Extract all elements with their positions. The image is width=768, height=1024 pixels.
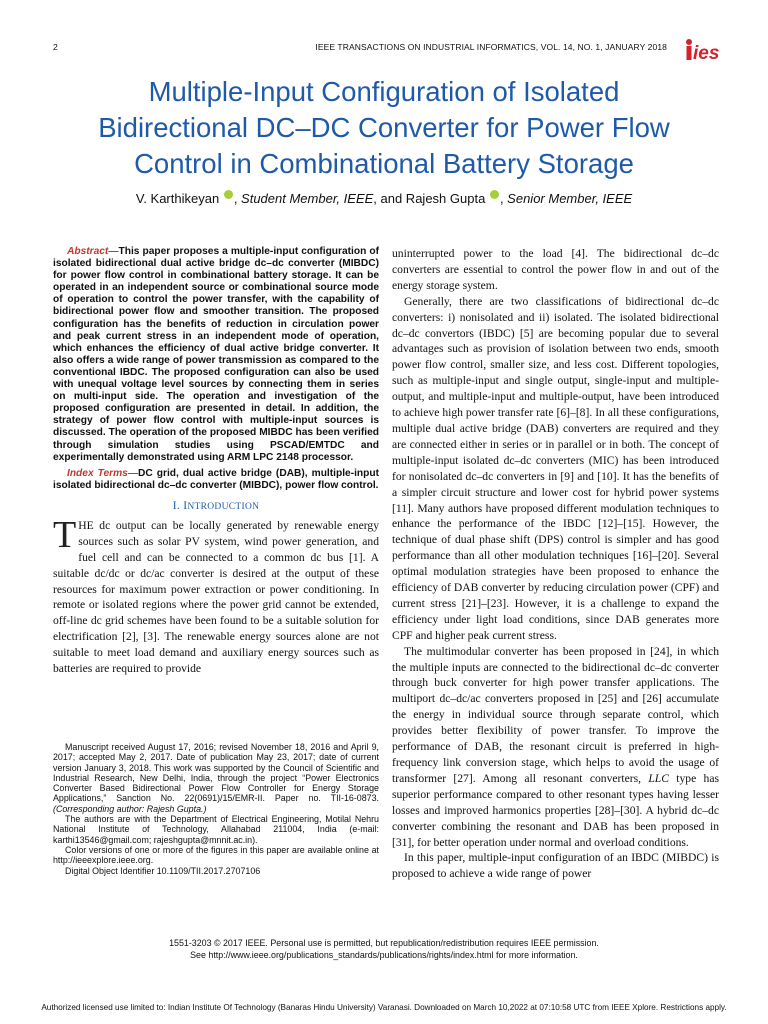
right-column <box>392 246 719 882</box>
section-heading-introduction: I. INTRODUCTION <box>172 499 260 512</box>
abstract-label: Abstract— <box>67 246 119 257</box>
title-line-2: Bidirectional DC–DC Converter for Power Flow <box>98 112 670 143</box>
author-2-role: Senior Member, IEEE <box>507 191 633 206</box>
ies-logo <box>683 36 727 62</box>
footnote-doi: Digital Object Identifier 10.1109/TII.2017.2707106 <box>65 865 261 876</box>
body-paragraph: The multimodular converter has been proposed in [24], in which the multiple inputs are connected to the bidirectional dc–dc converter through buck converter for high power transfer applications. The multiport dc–dc/ac converters proposed in [25] and [26] accumulate the energy in individual source through separate control, which provides better flexibility of power transfer. To improve the performance of DAB, the resonant circuit is preferred in high-frequency link conversion stage, which helps to avoid the usage of transformer [27]. Among all resonant converters, LLC type has superior performance compared to other resonant types having lesser losses and improved harmonics properties [28]–[30]. A hybrid dc–dc converter combining the resonant and DAB has been proposed in [31], for better operation under normal and overload conditions. <box>392 644 719 849</box>
drop-cap: T <box>53 513 77 556</box>
authorized-use-notice: Authorized licensed use limited to: Indian Institute Of Technology (Banaras Hindu University) Varanasi. Downloaded on March 10,2022 at 07:10:58 UTC from IEEE Xplore. Restrictions apply. <box>41 1003 727 1012</box>
index-terms <box>53 468 379 492</box>
page-number: 2 <box>53 42 58 52</box>
footnote-manuscript: Manuscript received August 17, 2016; revised November 18, 2016 and April 9, 2017; accepted May 2, 2017. Date of publication May 23, 2017; date of current version January 3, 2018. This work was supported by the Council of Scientific and Industrial Research, New Delhi, India, through the project “Power Electronics Converter Based Bidirectional Power Flow Controller for Energy Storage Applications,” Sanction No. 22(0691)/15/EMR-II. Paper no. TII-16-0873. (Corresponding author: Rajesh Gupta.) <box>53 742 379 814</box>
author-2-name: , and Rajesh Gupta <box>373 191 486 206</box>
body-paragraph-continued: uninterrupted power to the load [4]. The bidirectional dc–dc converters are essential to control the power flow in and out of the energy storage system. <box>392 247 719 292</box>
orcid-icon[interactable] <box>224 190 233 199</box>
index-terms-label: Index Terms— <box>67 467 139 479</box>
author-1-name: V. Karthikeyan <box>135 191 220 206</box>
ies-logo-dot <box>686 39 692 45</box>
copyright-notice: 1551-3203 © 2017 IEEE. Personal use is permitted, but republication/redistribution requires IEEE permission. See http://www.ieee.org/publications_standards/publications/rights/index.html for more information. <box>169 938 599 960</box>
abstract-text: This paper proposes a multiple-input configuration of isolated bidirectional dual active bridge dc–dc converter (MIBDC) for power flow control in combinational battery storage. It can be operated in an independent source or combinational source mode of operation to control the power transfer, with the capability of bidirectional power flow and smoother transition. The proposed configuration has the benefits of reduction in circulation power and peak current stress in an independent mode of operation, which enhances the efficiency of dual active bridge converter. It also offers a wide range of power transmission as compared to the conventional IBDC. The proposed configuration can also be used with unequal voltage level sources by connecting them in series on multi-input side. The operation and investigation of the proposed configuration are presented in detail. In addition, the strategy of power flow control with multiple-input sources is discussed. The operation of the proposed MIBDC has been verified through simulation studies using PSCAD/EMTDC and experimentally demonstrated using ARM LPC 2148 processor. <box>53 246 379 463</box>
author-1-role: Student Member, IEEE <box>241 191 374 206</box>
index-terms-text: DC grid, dual active bridge (DAB), multiple-input isolated bidirectional dc–dc converter (MIBDC), power flow control. <box>53 467 379 491</box>
running-head: IEEE TRANSACTIONS ON INDUSTRIAL INFORMATICS, VOL. 14, NO. 1, JANUARY 2018 <box>315 42 667 52</box>
footnote-affiliation: The authors are with the Department of Electrical Engineering, Motilal Nehru National Institute of Technology, Allahabad 211004, India (e-mail: karthi13546@gmail.com; rajeshgupta@mnnit.ac.in). <box>53 814 379 845</box>
author-line: V. Karthikeyan , Student Member, IEEE, and Rajesh Gupta , Senior Member, IEEE <box>135 191 633 206</box>
intro-paragraph: THE dc output can be locally generated by renewable energy sources such as solar PV system, wind power generation, and fuel cell and can be connected to a common dc bus [1]. A suitable dc/dc or dc/ac converter is desired at the output of these resources for maximum power extraction or power conditioning. In remote or isolated regions where the power grid cannot be extended, off-line dc grid schemes have been found to be a suitable solution for electrification [2], [3]. The renewable energy sources alone are not suitable to meet load demand and auxiliary energy sources such as batteries are required to provide <box>53 513 379 676</box>
abstract <box>53 246 379 464</box>
body-paragraph: In this paper, multiple-input configuration of an IBDC (MIBDC) is proposed to achieve a wide range of power <box>392 851 719 881</box>
ies-logo-stem <box>687 46 692 60</box>
orcid-icon[interactable] <box>490 190 499 199</box>
title-line-3: Control in Combinational Battery Storage <box>134 148 634 179</box>
title-line-1: Multiple-Input Configuration of Isolated <box>148 76 620 107</box>
left-column <box>53 246 379 677</box>
body-paragraph: Generally, there are two classifications of bidirectional dc–dc converters: i) nonisolated and ii) isolated. The isolated bidirectional dc–dc convertors (IBDC) [5] are becoming popular due to several advantages such as provision of isolation between two ends, smooth power flow control, smaller size, and less cost. Different topologies, such as multiple-input and single output, single-input and multiple-output, and multiple-input and multiple-output, have been introduced to achieve high power transfer rate [6]–[8]. In all these configurations, multiple dual active bridge (DAB) converters are required and they are connected either in series or in parallel or in both. The concept of multiple-input isolated dc–dc converters (MIC) has been introduced for nonisolated dc–dc converters in [9] and [10]. It has the benefits of a simpler circuit structure and lower cost for hybrid power systems [11]. Many authors have proposed different modulation techniques to enhance the performance of the IBDC [12]–[15]. However, the technique of dual phase shift (DPS) control is simpler and has good performance than all other modulation techniques [16]–[20]. Several optimal modulation strategies have been proposed to enhance the efficiency of DAB converter by reducing circulation power (CPF) and current stress [21]–[23]. However, it is a challenge to expand the efficiency under light load conditions, since DAB generates more CPF and higher peak current stress. <box>392 294 719 642</box>
paper-title <box>40 74 728 182</box>
ies-logo-text: ies <box>693 43 720 62</box>
footnote <box>53 742 379 876</box>
footnote-color-versions: Color versions of one or more of the figures in this paper are available online at http://ieeexplore.ieee.org. <box>53 844 379 866</box>
